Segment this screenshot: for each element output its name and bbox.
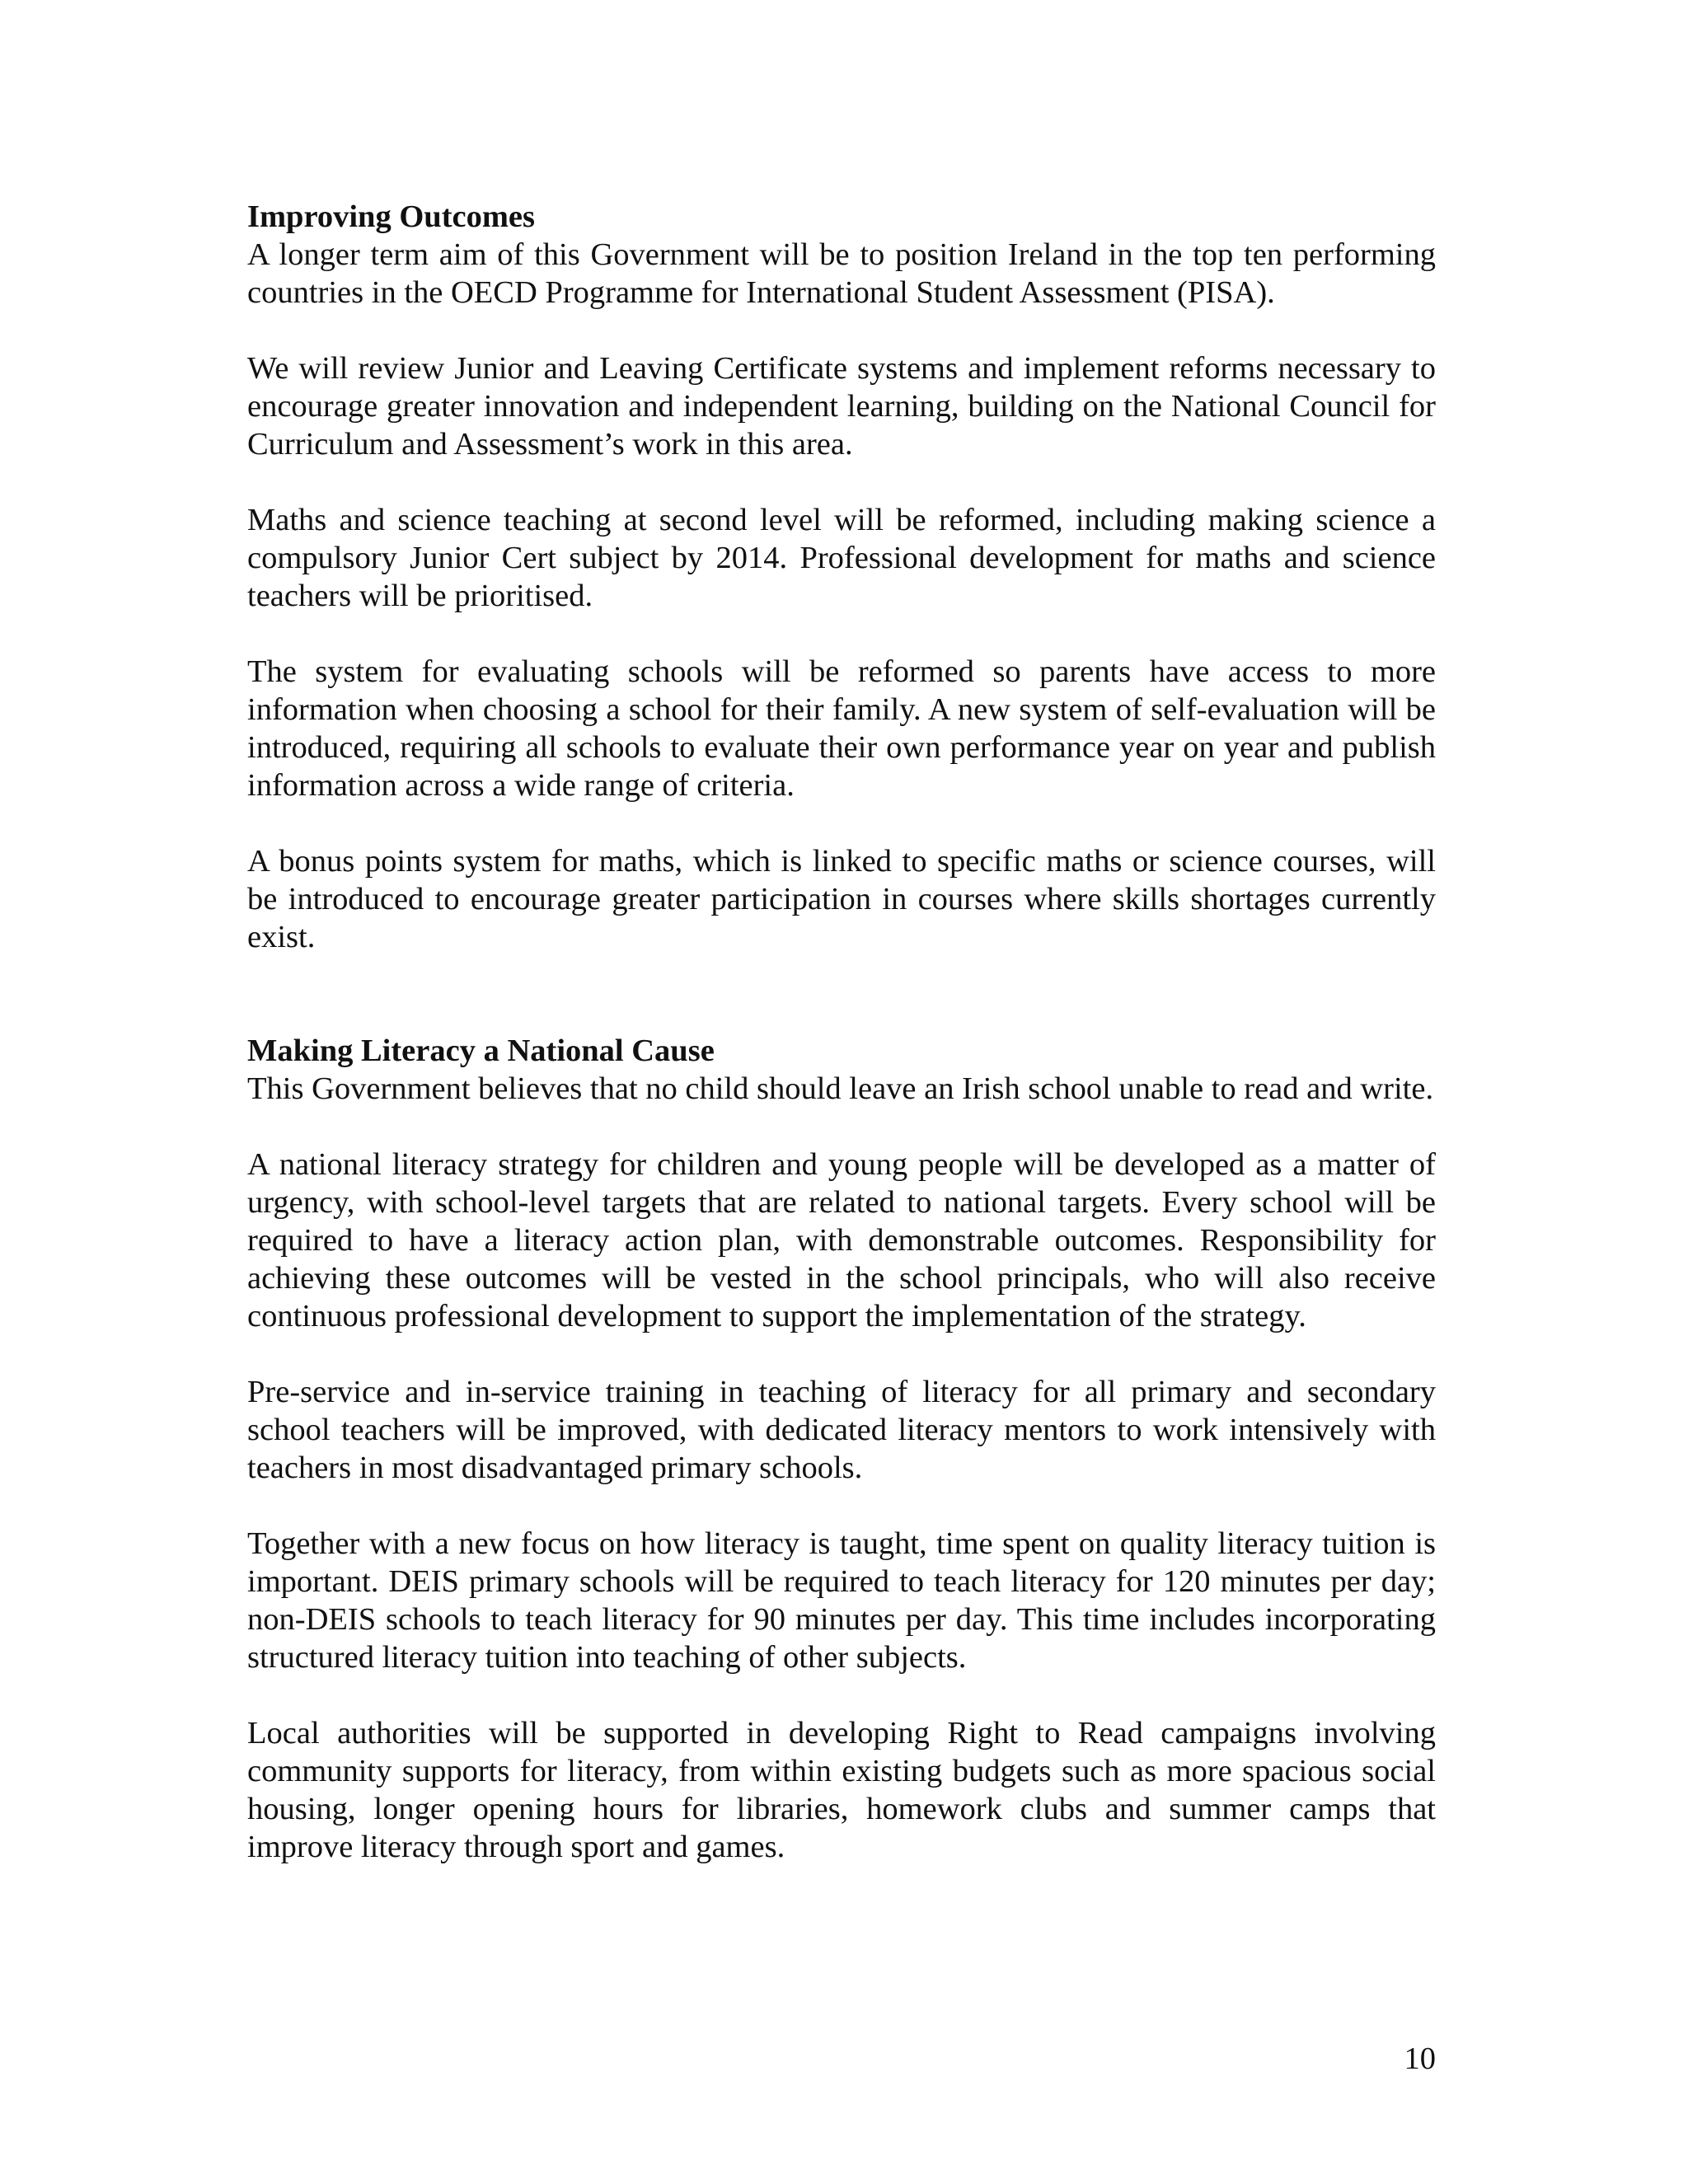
paragraph: A longer term aim of this Government will be to position Ireland in the top ten performing countries in the OECD Programme for International Student Assessment (PISA). [247, 237, 1436, 310]
paragraph: A bonus points system for maths, which is linked to specific maths or science courses, will be introduced to encourage greater participation in courses where skills shortages currently exist. [247, 844, 1436, 954]
paragraph: The system for evaluating schools will be reformed so parents have access to more information when choosing a school for their family. A new system of self-evaluation will be introduced, requiring all schools to evaluate their own performance year on year and publish information across a wide range of criteria. [247, 654, 1436, 803]
paragraph: A national literacy strategy for children and young people will be developed as a matter of urgency, with school-level targets that are related to national targets. Every school will be required to have a literacy action plan, with demonstrable outcomes. Responsibility for achieving these outcomes will be vested in the school principals, who will also receive continuous professional development to support the implementation of the strategy. [247, 1147, 1436, 1333]
page-number: 10 [1404, 2041, 1436, 2076]
paragraph: We will review Junior and Leaving Certificate systems and implement reforms necessary to encourage greater innovation and independent learning, building on the National Council for Curriculum and Assessment’s work in this area. [247, 351, 1436, 462]
page-body [247, 198, 1436, 1866]
section-heading: Improving Outcomes [247, 199, 536, 234]
paragraph: Together with a new focus on how literacy is taught, time spent on quality literacy tuition is important. DEIS primary schools will be required to teach literacy for 120 minutes per day; non-DEIS schools to teach literacy for 90 minutes per day. This time includes incorporating structured literacy tuition into teaching of other subjects. [247, 1526, 1436, 1675]
section-making-literacy [247, 1032, 1436, 1866]
paragraph: This Government believes that no child should leave an Irish school unable to read and write. [247, 1071, 1434, 1106]
section-improving-outcomes [247, 198, 1436, 956]
section-divider-space [247, 994, 1436, 1032]
section-heading: Making Literacy a National Cause [247, 1033, 715, 1068]
paragraph: Maths and science teaching at second level will be reformed, including making science a compulsory Junior Cert subject by 2014. Professional development for maths and science teachers will be prioritised. [247, 503, 1436, 613]
paragraph: Local authorities will be supported in developing Right to Read campaigns involving community supports for literacy, from within existing budgets such as more spacious social housing, longer opening hours for libraries, homework clubs and summer camps that improve literacy through sport and games. [247, 1716, 1436, 1864]
paragraph: Pre-service and in-service training in teaching of literacy for all primary and secondary school teachers will be improved, with dedicated literacy mentors to work intensively with teachers in most disadvantaged primary schools. [247, 1375, 1436, 1485]
